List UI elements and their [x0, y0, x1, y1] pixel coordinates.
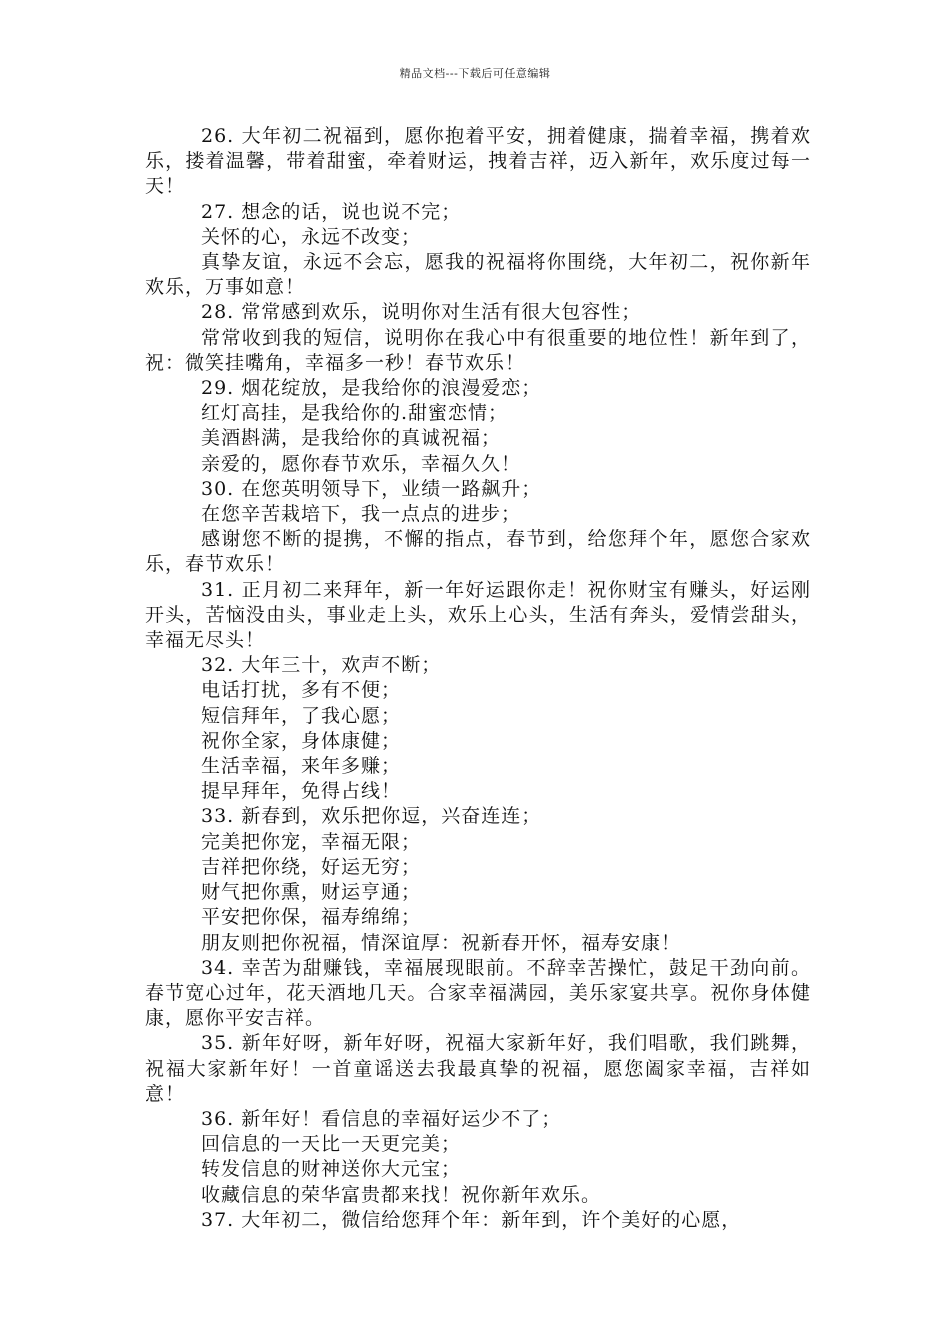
paragraph: 红灯高挂，是我给你的.甜蜜恋情；	[201, 402, 509, 425]
paragraph: 26. 大年初二祝福到，愿你抱着平安，拥着健康，揣着幸福，携着欢乐，搂着温馨，带着甜蜜，牵着财运，拽着吉祥，迈入新年，欢乐度过每一天！	[145, 125, 811, 198]
paragraph: 完美把你宠，幸福无限；	[201, 830, 422, 853]
paragraph: 28. 常常感到欢乐，说明你对生活有很大包容性；	[201, 301, 642, 324]
paragraph: 吉祥把你绕，好运无穷；	[201, 855, 422, 878]
paragraph: 短信拜年，了我心愿；	[201, 704, 402, 727]
paragraph: 生活幸福，来年多赚；	[201, 755, 402, 778]
paragraph: 29. 烟花绽放，是我给你的浪漫爱恋；	[201, 377, 542, 400]
document-body	[145, 124, 811, 1233]
paragraph: 祝你全家，身体康健；	[201, 729, 402, 752]
paragraph: 关怀的心，永远不改变；	[201, 225, 422, 248]
paragraph: 37. 大年初二，微信给您拜个年：新年到，许个美好的心愿，	[201, 1208, 742, 1231]
paragraph: 33. 新春到，欢乐把你逗，兴奋连连；	[201, 805, 542, 828]
paragraph: 真挚友谊，永远不会忘，愿我的祝福将你围绕，大年初二，祝你新年欢乐，万事如意！	[145, 251, 811, 299]
paragraph: 32. 大年三十，欢声不断；	[201, 654, 442, 677]
paragraph: 在您辛苦栽培下，我一点点的进步；	[201, 503, 522, 526]
paragraph: 34. 幸苦为甜赚钱，幸福展现眼前。不辞幸苦操忙，鼓足干劲向前。春节宽心过年，花天酒地几天。合家幸福满园，美乐家宴共享。祝你身体健康，愿你平安吉祥。	[145, 956, 811, 1030]
paragraph: 提早拜年，免得占线！	[201, 780, 402, 803]
paragraph: 36. 新年好！看信息的幸福好运少不了；	[201, 1107, 562, 1130]
paragraph: 35. 新年好呀，新年好呀，祝福大家新年好，我们唱歌，我们跳舞，祝福大家新年好！一首童谣送去我最真挚的祝福，愿您阖家幸福，吉祥如意！	[145, 1032, 811, 1105]
paragraph: 电话打扰，多有不便；	[201, 679, 402, 702]
paragraph: 美酒斟满，是我给你的真诚祝福；	[201, 427, 502, 450]
paragraph: 收藏信息的荣华富贵都来找！祝你新年欢乐。	[201, 1183, 602, 1206]
paragraph: 30. 在您英明领导下，业绩一路飙升；	[201, 477, 542, 500]
paragraph: 回信息的一天比一天更完美；	[201, 1133, 462, 1156]
paragraph: 转发信息的财神送你大元宝；	[201, 1158, 462, 1181]
paragraph: 平安把你保，福寿绵绵；	[201, 906, 422, 929]
paragraph: 常常收到我的短信，说明你在我心中有很重要的地位性！新年到了，祝：微笑挂嘴角，幸福多一秒！春节欢乐！	[145, 326, 811, 374]
paragraph: 亲爱的，愿你春节欢乐，幸福久久！	[201, 452, 522, 475]
paragraph: 感谢您不断的提携，不懈的指点，春节到，给您拜个年，愿您合家欢乐，春节欢乐！	[145, 528, 811, 576]
paragraph: 31. 正月初二来拜年，新一年好运跟你走！祝你财宝有赚头，好运刚开头，苦恼没由头，事业走上头，欢乐上心头，生活有奔头，爱情尝甜头，幸福无尽头！	[145, 578, 811, 652]
paragraph: 27. 想念的话，说也说不完；	[201, 200, 462, 223]
paragraph: 财气把你熏，财运亨通；	[201, 881, 422, 904]
page-header: 精品文档---下载后可任意编辑	[399, 67, 551, 80]
paragraph: 朋友则把你祝福，情深谊厚：祝新春开怀，福寿安康！	[201, 931, 682, 954]
